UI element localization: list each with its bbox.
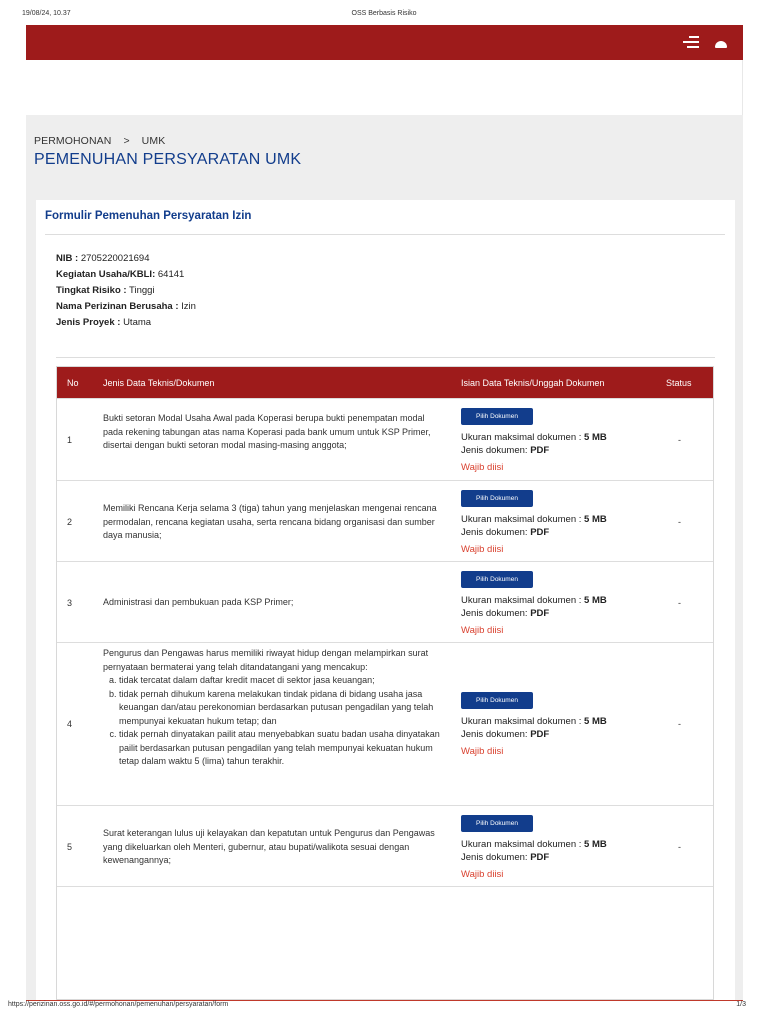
- form-title: Formulir Pemenuhan Persyaratan Izin: [45, 210, 252, 222]
- top-navbar: [26, 25, 743, 60]
- info-kbli: [56, 267, 196, 283]
- doc-type-text: [461, 526, 641, 539]
- row-number: 5: [67, 842, 73, 852]
- row-description: Bukti setoran Modal Usaha Awal pada Koperasi berupa bukti penempatan modal pada rekening tabungan atas nama Koperasi pada bank umum untuk KSP Primer, disertai dengan bukti setoran modal masing-masing anggota;: [103, 413, 431, 450]
- info-value: 2705220021694: [80, 253, 150, 264]
- required-notice: Wajib diisi: [461, 746, 504, 757]
- row-status: -: [678, 598, 681, 608]
- breadcrumb-item-permohonan[interactable]: PERMOHONAN: [34, 135, 112, 147]
- max-size-label: Ukuran maksimal dokumen :: [461, 432, 582, 443]
- max-size-value: 5 MB: [584, 595, 607, 606]
- max-size-label: Ukuran maksimal dokumen :: [461, 514, 582, 525]
- row-status: -: [678, 719, 681, 729]
- row-number: 4: [67, 719, 73, 729]
- row-number: 2: [67, 517, 73, 527]
- print-page-title: OSS Berbasis Risiko: [351, 10, 417, 17]
- breadcrumb-item-umk[interactable]: UMK: [141, 135, 166, 147]
- doc-type-label: Jenis dokumen:: [461, 608, 528, 619]
- info-label: Jenis Proyek :: [56, 317, 121, 328]
- choose-document-button[interactable]: Pilih Dokumen: [461, 408, 533, 425]
- info-value: Tinggi: [129, 285, 155, 296]
- required-notice: Wajib diisi: [461, 462, 504, 473]
- max-size-text: [461, 513, 641, 526]
- info-value: 64141: [157, 269, 185, 280]
- doc-type-value: PDF: [530, 852, 550, 863]
- max-size-text: [461, 838, 641, 851]
- col-header-status: Status: [666, 378, 692, 388]
- info-license-name: [56, 299, 196, 315]
- max-size-text: [461, 594, 641, 607]
- doc-type-text: [461, 851, 641, 864]
- info-nib: [56, 251, 196, 267]
- choose-document-button[interactable]: Pilih Dokumen: [461, 692, 533, 709]
- row-description-intro: Pengurus dan Pengawas harus memiliki riwayat hidup dengan melampirkan surat pernyataan bermaterai yang telah ditandatangani yang mencakup:: [103, 648, 429, 672]
- table-row: [57, 398, 713, 480]
- max-size-label: Ukuran maksimal dokumen :: [461, 595, 582, 606]
- print-url: https://perizinan.oss.go.id/#/permohonan/pemenuhan/persyaratan/form: [8, 1001, 229, 1008]
- breadcrumb-separator: >: [123, 135, 130, 147]
- row-status: -: [678, 842, 681, 852]
- info-risk-level: [56, 283, 196, 299]
- user-icon[interactable]: [715, 41, 727, 48]
- max-size-label: Ukuran maksimal dokumen :: [461, 716, 582, 727]
- max-size-text: [461, 715, 641, 728]
- print-header: [22, 10, 746, 22]
- info-project-type: [56, 315, 196, 331]
- breadcrumb: [34, 135, 165, 147]
- print-datetime: 19/08/24, 10.37: [22, 10, 71, 17]
- table-header: [57, 367, 713, 398]
- row-status: -: [678, 517, 681, 527]
- max-size-label: Ukuran maksimal dokumen :: [461, 839, 582, 850]
- main-content: [26, 115, 743, 1000]
- required-notice: Wajib diisi: [461, 625, 504, 636]
- table-row: [57, 805, 713, 887]
- doc-type-label: Jenis dokumen:: [461, 852, 528, 863]
- doc-type-text: [461, 728, 641, 741]
- row-description: Memiliki Rencana Kerja selama 3 (tiga) tahun yang menjelaskan mengenai rencana permodalan, rencana kegiatan usaha, serta rencana bidang organisasi dan sumber daya manusia;: [103, 503, 437, 540]
- list-item: b. tidak pernah dihukum karena melakukan tindak pidana di bidang usaha jasa keuangan dan/atau perekonomian berdasarkan putusan pengadilan yang telah mempunyai kekuatan hukum tetap; dan: [119, 688, 443, 729]
- row-status: -: [678, 435, 681, 445]
- choose-document-button[interactable]: Pilih Dokumen: [461, 815, 533, 832]
- upload-cell: [461, 408, 641, 473]
- info-label: Nama Perizinan Berusaha :: [56, 301, 179, 312]
- page-title: PEMENUHAN PERSYARATAN UMK: [34, 151, 302, 168]
- list-item: c. tidak pernah dinyatakan pailit atau menyebabkan suatu badan usaha dinyatakan pailit berdasarkan putusan pengadilan yang telah mempunyai kekuatan hukum tetap dalam waktu 5 (lima) tahun terakhir.: [119, 728, 443, 769]
- divider: [56, 357, 715, 358]
- doc-type-label: Jenis dokumen:: [461, 729, 528, 740]
- doc-type-value: PDF: [530, 527, 550, 538]
- col-header-isian: Isian Data Teknis/Unggah Dokumen: [461, 378, 605, 388]
- col-header-no: No: [67, 378, 79, 388]
- doc-type-value: PDF: [530, 729, 550, 740]
- required-notice: Wajib diisi: [461, 544, 504, 555]
- info-label: Tingkat Risiko :: [56, 285, 127, 296]
- upload-cell: [461, 815, 641, 880]
- business-info: [56, 251, 196, 331]
- row-description: [103, 647, 443, 769]
- info-value: Izin: [181, 301, 196, 312]
- doc-type-value: PDF: [530, 608, 550, 619]
- doc-type-value: PDF: [530, 445, 550, 456]
- row-description: Surat keterangan lulus uji kelayakan dan kepatutan untuk Pengurus dan Pengawas yang dikeluarkan oleh Menteri, gubernur, atau bupati/walikota sesuai dengan kewenangannya;: [103, 828, 435, 865]
- table-row: [57, 642, 713, 805]
- required-notice: Wajib diisi: [461, 869, 504, 880]
- list-item: a. tidak tercatat dalam daftar kredit macet di sektor jasa keuangan;: [119, 674, 443, 688]
- max-size-value: 5 MB: [584, 839, 607, 850]
- max-size-text: [461, 431, 641, 444]
- doc-type-text: [461, 607, 641, 620]
- divider: [45, 234, 725, 235]
- doc-type-text: [461, 444, 641, 457]
- info-label: Kegiatan Usaha/KBLI:: [56, 269, 156, 280]
- header-spacer: [26, 60, 743, 115]
- max-size-value: 5 MB: [584, 432, 607, 443]
- max-size-value: 5 MB: [584, 514, 607, 525]
- menu-icon[interactable]: [683, 36, 699, 48]
- max-size-value: 5 MB: [584, 716, 607, 727]
- requirements-table: [56, 366, 714, 1000]
- row-number: 3: [67, 598, 73, 608]
- row-number: 1: [67, 435, 73, 445]
- requirement-sublist: [103, 674, 443, 769]
- choose-document-button[interactable]: Pilih Dokumen: [461, 490, 533, 507]
- doc-type-label: Jenis dokumen:: [461, 445, 528, 456]
- col-header-jenis: Jenis Data Teknis/Dokumen: [103, 378, 215, 388]
- info-label: NIB :: [56, 253, 79, 264]
- row-description: Administrasi dan pembukuan pada KSP Primer;: [103, 597, 294, 607]
- upload-cell: [461, 490, 641, 555]
- upload-cell: [461, 571, 641, 636]
- doc-type-label: Jenis dokumen:: [461, 527, 528, 538]
- table-row: [57, 561, 713, 642]
- table-row: [57, 480, 713, 561]
- page-number: 1/3: [736, 1001, 746, 1008]
- form-card: [36, 200, 735, 1000]
- info-value: Utama: [123, 317, 152, 328]
- upload-cell: [461, 692, 641, 757]
- choose-document-button[interactable]: Pilih Dokumen: [461, 571, 533, 588]
